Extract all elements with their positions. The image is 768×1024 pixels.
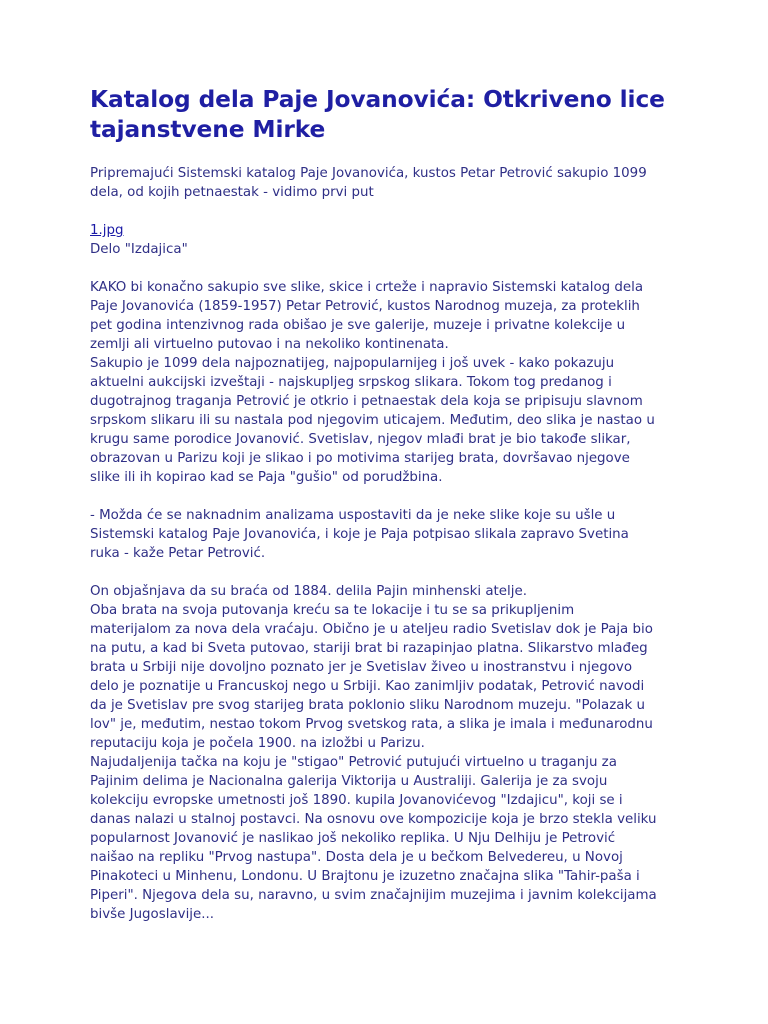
paragraph-2 xyxy=(90,506,690,563)
paragraph-line: Sakupio je 1099 dela najpoznatijeg, najpopularnijeg i još uvek - kako pokazuju xyxy=(90,356,615,371)
paragraph-line: reputaciju koja je počela 1900. na izložbi u Parizu. xyxy=(90,736,425,751)
paragraph-line: krugu same porodice Jovanović. Svetislav, njegov mlađi brat je bio takođe slikar, xyxy=(90,432,631,447)
paragraph-1 xyxy=(90,278,690,487)
paragraph-line: popularnost Jovanović je naslikao još nekoliko replika. U Nju Delhiju je Petrović xyxy=(90,831,616,846)
paragraph-line: On objašnjava da su braća od 1884. delila Pajin minhenski atelje. xyxy=(90,584,527,599)
lead-line: dela, od kojih petnaestak - vidimo prvi put xyxy=(90,185,374,200)
paragraph-line: KAKO bi konačno sakupio sve slike, skice i crteže i napravio Sistemski katalog dela xyxy=(90,280,644,295)
paragraph-3 xyxy=(90,582,690,924)
paragraph-line: aktuelni aukcijski izveštaji - najskupljeg srpskog slikara. Tokom tog predanog i xyxy=(90,375,612,390)
title-line: tajanstvene Mirke xyxy=(90,116,326,143)
paragraph-line: na putu, a kad bi Sveta putovao, stariji brat bi razapinjao platna. Slikarstvo mlađeg xyxy=(90,641,648,656)
paragraph-line: obrazovan u Parizu koji je slikao i po motivima starijeg brata, dovršavao njegove xyxy=(90,451,630,466)
paragraph-line: dugotrajnog traganja Petrović je otkrio i petnaestak dela koja se pripisuju slavnom xyxy=(90,394,643,409)
article-title xyxy=(90,85,690,145)
paragraph-line: Piperi". Njegova dela su, naravno, u svim značajnijim muzejima i javnim kolekcijama xyxy=(90,888,657,903)
paragraph-line: ruka - kaže Petar Petrović. xyxy=(90,546,266,561)
paragraph-line: Pajinim delima je Nacionalna galerija Viktorija u Australiji. Galerija je za svoju xyxy=(90,774,608,789)
paragraph-line: - Možda će se naknadnim analizama uspostaviti da je neke slike koje su ušle u xyxy=(90,508,616,523)
paragraph-line: danas nalazi u stalnoj postavci. Na osnovu ove kompozicije koja je brzo stekla veliku xyxy=(90,812,657,827)
paragraph-line: Najudaljenija tačka na koju je "stigao" Petrović putujući virtuelno u traganju za xyxy=(90,755,617,770)
paragraph-line: delo je poznatije u Francuskoj nego u Srbiji. Kao zanimljiv podatak, Petrović navodi xyxy=(90,679,645,694)
paragraph-line: Oba brata na svoja putovanja kreću sa te lokacije i tu se sa prikupljenim xyxy=(90,603,575,618)
article xyxy=(90,85,690,924)
image-link[interactable]: 1.jpg xyxy=(90,223,124,238)
title-line: Katalog dela Paje Jovanovića: Otkriveno lice xyxy=(90,86,665,113)
paragraph-line: bivše Jugoslavije... xyxy=(90,907,215,922)
paragraph-line: kolekciju evropske umetnosti još 1890. kupila Jovanovićevog "Izdajicu", koji se i xyxy=(90,793,623,808)
paragraph-line: Pinakoteci u Minhenu, Londonu. U Brajtonu je izuzetno značajna slika "Tahir-paša i xyxy=(90,869,640,884)
paragraph-line: Paje Jovanovića (1859-1957) Petar Petrović, kustos Narodnog muzeja, za proteklih xyxy=(90,299,640,314)
paragraph-line: da je Svetislav pre svog starijeg brata poklonio sliku Narodnom muzeju. "Polazak u xyxy=(90,698,645,713)
article-lead xyxy=(90,164,690,202)
paragraph-line: brata u Srbiji nije dovoljno poznato jer je Svetislav živeo u inostranstvu i njegovo xyxy=(90,660,633,675)
paragraph-line: srpskom slikaru ili su nastala pod njegovim uticajem. Međutim, deo slika je nastao u xyxy=(90,413,655,428)
paragraph-line: zemlji ali virtuelno putovao i na nekoliko kontinenata. xyxy=(90,337,449,352)
image-caption: Delo "Izdajica" xyxy=(90,242,188,257)
paragraph-line: Sistemski katalog Paje Jovanovića, i koje je Paja potpisao slikala zapravo Svetina xyxy=(90,527,629,542)
paragraph-line: slike ili ih kopirao kad se Paja "gušio" od porudžbina. xyxy=(90,470,443,485)
paragraph-line: pet godina intenzivnog rada obišao je sve galerije, muzeje i privatne kolekcije u xyxy=(90,318,626,333)
paragraph-line: naišao na repliku "Prvog nastupa". Dosta dela je u bečkom Belvedereu, u Novoj xyxy=(90,850,623,865)
paragraph-line: materijalom za nova dela vraćaju. Obično je u ateljeu radio Svetislav dok je Paja bio xyxy=(90,622,653,637)
lead-line: Pripremajući Sistemski katalog Paje Jovanovića, kustos Petar Petrović sakupio 1099 xyxy=(90,166,647,181)
paragraph-line: lov" je, međutim, nestao tokom Prvog svetskog rata, a slika je imala i međunarodnu xyxy=(90,717,653,732)
image-block xyxy=(90,221,690,259)
